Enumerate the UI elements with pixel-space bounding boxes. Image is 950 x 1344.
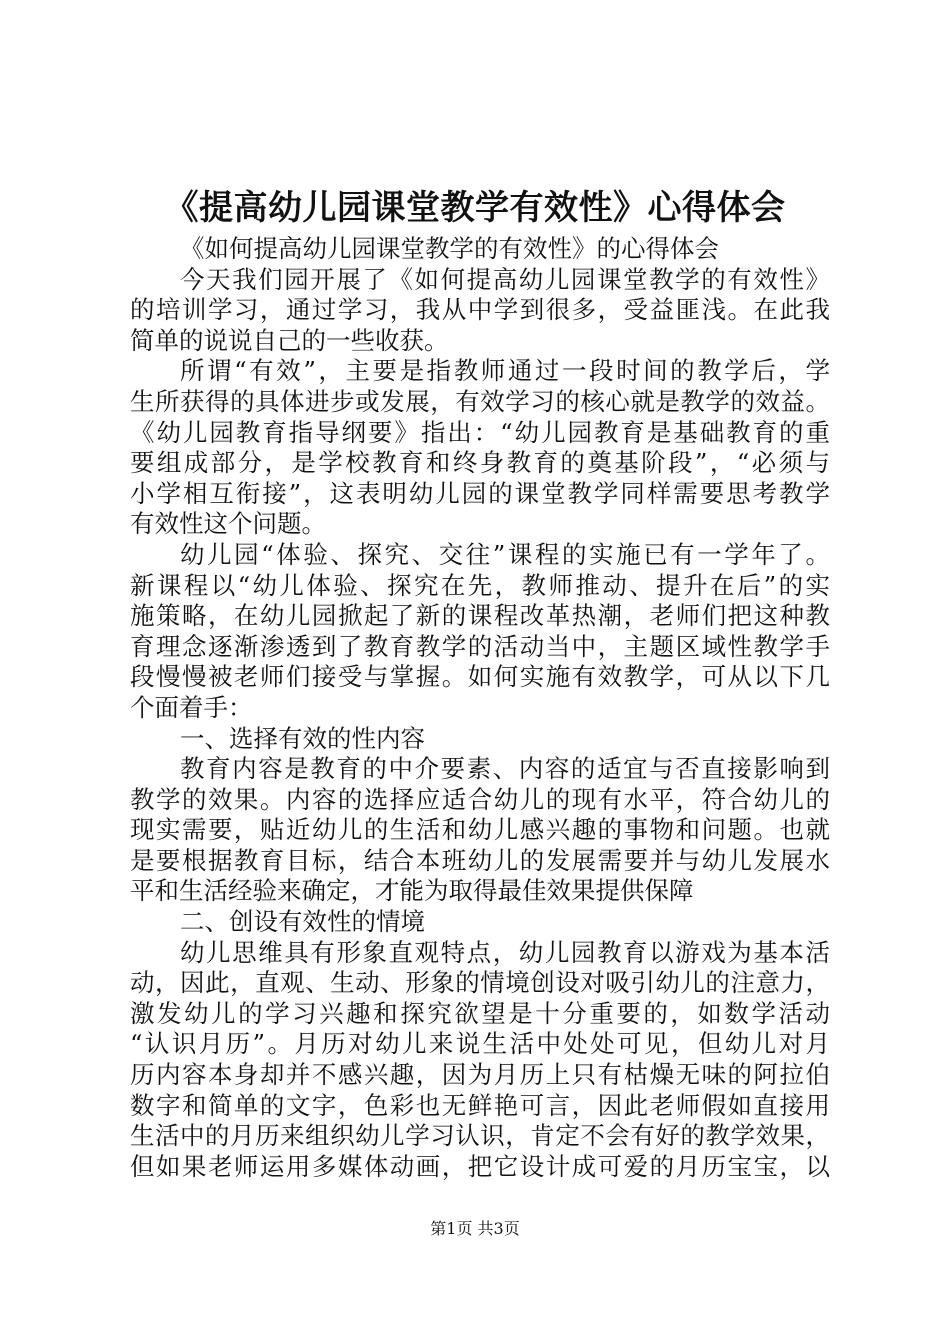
body-line: 段慢慢被老师们接受与掌握。如何实施有效教学，可从以下几 [130,662,830,692]
body-line: “认识月历”。月历对幼儿来说生活中处处可见，但幼儿对月 [130,1029,830,1059]
body-line: 生所获得的具体进步或发展，有效学习的核心就是教学的效益。 [130,386,830,416]
body-line: 简单的说说自己的一些收获。 [130,325,449,355]
body-line: 《幼儿园教育指导纲要》指出：“幼儿园教育是基础教育的重 [130,417,830,447]
body-line: 新课程以“幼儿体验、探究在先，教师推动、提升在后”的实 [130,570,830,600]
body-line: 教育内容是教育的中介要素、内容的适宜与否直接影响到 [180,754,830,784]
page-number: 第1页 共3页 [430,1219,520,1238]
body-line: 今天我们园开展了《如何提高幼儿园课堂教学的有效性》 [180,264,830,294]
document-body [130,234,830,1182]
body-line: 《如何提高幼儿园课堂教学的有效性》的心得体会 [180,234,719,263]
body-line: 施策略，在幼儿园掀起了新的课程改革热潮，老师们把这种教 [130,601,830,631]
body-line: 的培训学习，通过学习，我从中学到很多，受益匪浅。在此我 [130,295,830,325]
body-line: 个面着手： [130,692,253,722]
document-title: 《提高幼儿园课堂教学有效性》心得体会 [164,188,786,228]
body-line: 平和生活经验来确定，才能为取得最佳效果提供保障 [130,876,694,906]
body-line: 幼儿思维具有形象直观特点，幼儿园教育以游戏为基本活 [180,937,830,967]
body-line: 要组成部分，是学校教育和终身教育的奠基阶段”，“必须与 [130,448,830,478]
body-line: 生活中的月历来组织幼儿学习认识，肯定不会有好的教学效果， [130,1121,830,1151]
body-line: 有效性这个问题。 [130,509,326,539]
body-line: 但如果老师运用多媒体动画，把它设计成可爱的月历宝宝，以 [130,1151,830,1181]
body-line: 一、选择有效的性内容 [180,723,425,753]
body-line: 幼儿园“体验、探究、交往”课程的实施已有一学年了。 [180,539,830,569]
body-line: 小学相互衔接”，这表明幼儿园的课堂教学同样需要思考教学 [130,478,830,508]
body-line: 二、创设有效性的情境 [180,907,425,937]
body-line: 动，因此，直观、生动、形象的情境创设对吸引幼儿的注意力， [130,968,830,998]
body-line: 育理念逐渐渗透到了教育教学的活动当中，主题区域性教学手 [130,631,830,661]
body-line: 数字和简单的文字，色彩也无鲜艳可言，因此老师假如直接用 [130,1090,830,1120]
body-line: 所谓“有效”，主要是指教师通过一段时间的教学后，学 [180,356,830,386]
body-line: 教学的效果。内容的选择应适合幼儿的现有水平，符合幼儿的 [130,784,830,814]
body-line: 激发幼儿的学习兴趣和探究欲望是十分重要的，如数学活动 [130,998,830,1028]
body-line: 历内容本身却并不感兴趣，因为月历上只有枯燥无味的阿拉伯 [130,1060,830,1090]
body-line: 是要根据教育目标，结合本班幼儿的发展需要并与幼儿发展水 [130,845,830,875]
body-line: 现实需要，贴近幼儿的生活和幼儿感兴趣的事物和问题。也就 [130,815,830,845]
